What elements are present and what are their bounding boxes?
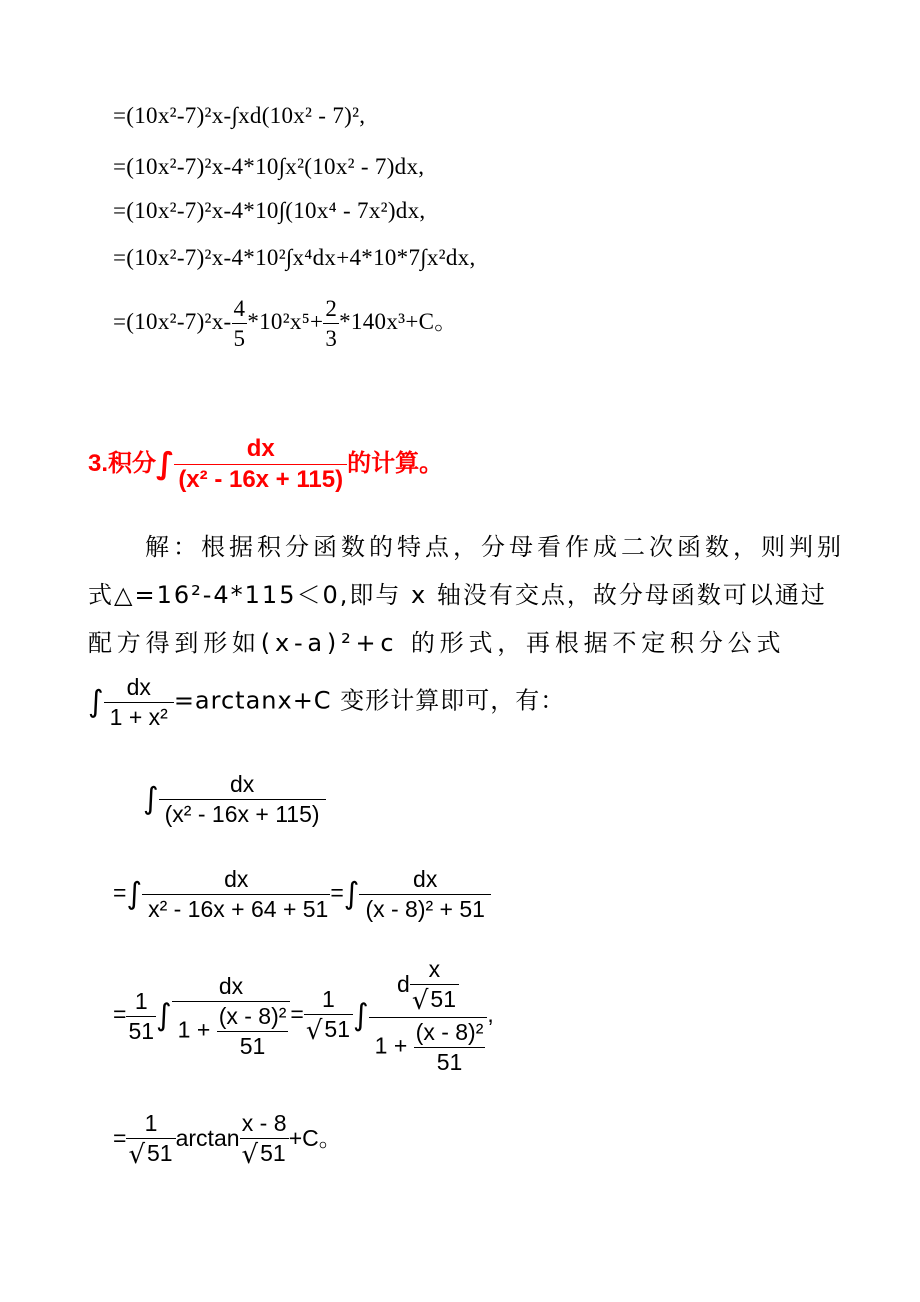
line5-prefix: =(10x²-7)²x- bbox=[113, 308, 232, 334]
fraction-denominator: 5 bbox=[232, 323, 248, 350]
heading-numerator: dx bbox=[246, 435, 275, 462]
comma: , bbox=[487, 1001, 494, 1028]
denominator-term: 1 + bbox=[177, 1016, 211, 1043]
heading-denominator: (x² - 16x + 115) bbox=[174, 464, 347, 492]
fraction-denominator bbox=[240, 1138, 289, 1168]
derivation-line-4: =(10x²-7)²x-4*10²∫x⁴dx+4*10*7∫x²dx, bbox=[113, 245, 476, 270]
fraction-numerator: 1 bbox=[144, 1110, 158, 1136]
fraction-denominator bbox=[369, 1017, 488, 1074]
fraction-numerator bbox=[369, 958, 488, 1017]
fraction-numerator: 1 bbox=[134, 987, 148, 1014]
inner-fraction bbox=[414, 1021, 486, 1074]
arctan-argument bbox=[240, 1112, 289, 1168]
formula-fraction bbox=[104, 676, 174, 729]
fraction-numerator: dx bbox=[229, 771, 255, 797]
integral-sign: ∫ bbox=[156, 446, 175, 482]
coefficient-1-sqrt51 bbox=[304, 988, 353, 1044]
fraction-numerator: dx bbox=[413, 866, 438, 892]
coefficient-1-sqrt51 bbox=[126, 1112, 175, 1168]
fraction-denominator: 1 + x² bbox=[104, 702, 174, 729]
inner-fraction bbox=[217, 1002, 289, 1059]
constant-term: +C。 bbox=[288, 1125, 342, 1152]
step3-fraction-1 bbox=[172, 972, 291, 1059]
fraction-numerator: dx bbox=[126, 674, 151, 700]
heading-label: 3.积分 bbox=[88, 449, 157, 477]
fraction-denominator bbox=[304, 1014, 353, 1044]
fraction-numerator: 1 bbox=[322, 986, 335, 1012]
equals-sign: = bbox=[113, 879, 127, 906]
x-over-sqrt51 bbox=[410, 958, 459, 1014]
denominator-term: 1 + bbox=[374, 1032, 408, 1059]
differential-d: d bbox=[397, 971, 410, 998]
fraction-2-3 bbox=[323, 297, 339, 350]
fraction-denominator bbox=[126, 1138, 175, 1168]
radicand: 51 bbox=[147, 1140, 173, 1166]
integral-sign: ∫ bbox=[156, 998, 172, 1033]
fraction-numerator: dx bbox=[218, 972, 244, 999]
integral-sign: ∫ bbox=[353, 998, 369, 1033]
fraction-numerator: dx bbox=[224, 866, 249, 892]
equals-sign: = bbox=[290, 1001, 304, 1028]
fraction-denominator: 51 bbox=[414, 1047, 486, 1074]
fraction-4-5 bbox=[232, 297, 248, 350]
fraction-denominator: x² - 16x + 64 + 51 bbox=[142, 894, 330, 921]
fraction-numerator: x bbox=[428, 956, 441, 982]
sqrt: √51 bbox=[241, 1140, 286, 1170]
equals-sign: = bbox=[113, 1125, 127, 1152]
step-1 bbox=[143, 773, 326, 826]
heading-fraction bbox=[174, 437, 347, 492]
fraction-denominator: 51 bbox=[128, 1017, 155, 1044]
sqrt: √51 bbox=[411, 986, 456, 1016]
fraction-numerator: 4 bbox=[233, 296, 246, 321]
section-heading bbox=[88, 437, 443, 492]
step1-fraction bbox=[159, 773, 326, 826]
step-2 bbox=[113, 868, 491, 921]
heading-suffix: 的计算。 bbox=[347, 449, 444, 477]
derivation-line-3: =(10x²-7)²x-4*10∫(10x⁴ - 7x²)dx, bbox=[113, 198, 426, 223]
derivation-line-2: =(10x²-7)²x-4*10∫x²(10x² - 7)dx, bbox=[113, 154, 425, 179]
fraction-denominator: 3 bbox=[323, 323, 339, 350]
line5-suffix: *140x³+C。 bbox=[339, 308, 458, 334]
step2-fraction-1 bbox=[142, 868, 330, 921]
integral-sign: ∫ bbox=[126, 876, 143, 912]
fraction-denominator bbox=[172, 1001, 291, 1058]
line5-mid: *10²x⁵+ bbox=[247, 308, 324, 334]
coefficient-1-51 bbox=[126, 987, 156, 1044]
paragraph-line-2: 式△=16²-4*115＜0,即与 x 轴没有交点，故分母函数可以通过 bbox=[88, 581, 827, 609]
radicand: 51 bbox=[324, 1016, 351, 1042]
paragraph-line-1: 解：根据积分函数的特点，分母看作成二次函数，则判别 bbox=[145, 533, 845, 561]
formula-rest: =arctanx+C 变形计算即可，有： bbox=[173, 686, 566, 715]
step3-fraction-2 bbox=[369, 958, 488, 1074]
sqrt: √51 bbox=[305, 1016, 351, 1046]
paragraph-line-3: 配方得到形如(x-a)²+c 的形式，再根据不定积分公式 bbox=[88, 629, 786, 657]
fraction-denominator: (x² - 16x + 115) bbox=[159, 799, 326, 826]
derivation-line-1: =(10x²-7)²x-∫xd(10x² - 7)², bbox=[113, 103, 366, 128]
integral-sign: ∫ bbox=[343, 876, 360, 912]
fraction-numerator: (x - 8)² bbox=[415, 1019, 484, 1045]
step-4 bbox=[113, 1112, 342, 1168]
formula-arctan bbox=[88, 676, 565, 729]
fraction-denominator: 51 bbox=[217, 1031, 289, 1058]
equals-sign: = bbox=[330, 879, 344, 906]
fraction-denominator: (x - 8)² + 51 bbox=[359, 894, 491, 921]
sqrt: √51 bbox=[128, 1140, 173, 1170]
fraction-numerator: 2 bbox=[325, 296, 338, 321]
derivation-line-5 bbox=[113, 297, 458, 350]
radicand: 51 bbox=[430, 986, 456, 1012]
arctan-label: arctan bbox=[175, 1125, 240, 1152]
fraction-numerator: x - 8 bbox=[241, 1110, 287, 1136]
equals-sign: = bbox=[113, 1001, 127, 1028]
fraction-numerator: (x - 8)² bbox=[218, 1002, 287, 1029]
integral-sign: ∫ bbox=[88, 684, 104, 720]
step2-fraction-2 bbox=[359, 868, 491, 921]
step-3 bbox=[113, 958, 494, 1074]
radicand: 51 bbox=[260, 1140, 286, 1166]
fraction-denominator bbox=[410, 984, 459, 1014]
integral-sign: ∫ bbox=[143, 781, 159, 817]
